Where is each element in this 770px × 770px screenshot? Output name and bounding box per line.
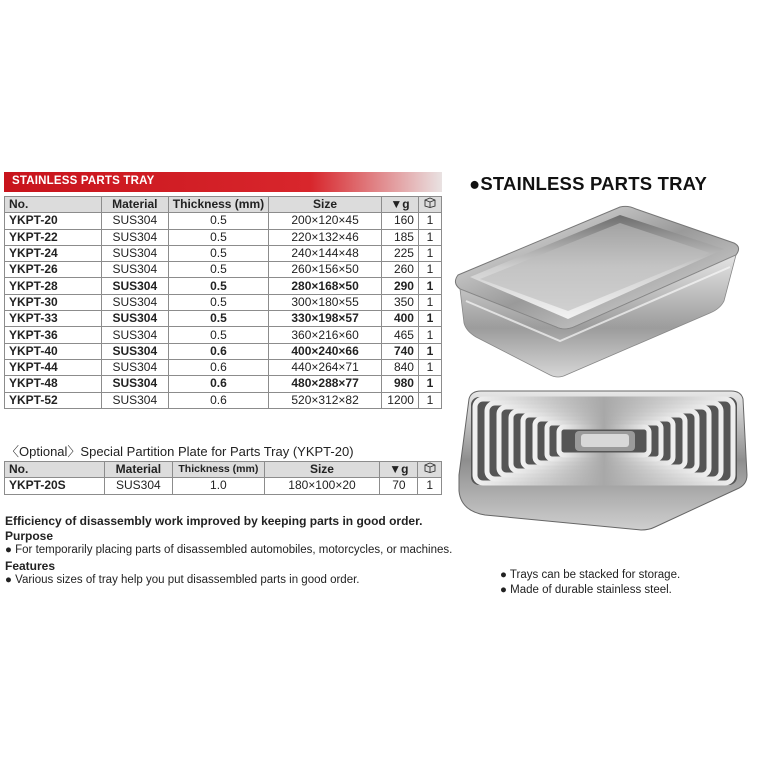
cell-size: 330×198×57	[269, 311, 382, 327]
cell-weight: 980	[381, 376, 418, 392]
header-qty	[418, 197, 441, 213]
table-row	[5, 376, 442, 392]
cell-no: YKPT-48	[5, 376, 102, 392]
cell-size: 180×100×20	[264, 478, 380, 494]
purpose-label: Purpose	[5, 529, 54, 543]
cell-weight: 160	[381, 213, 418, 229]
cell-qty: 1	[418, 376, 441, 392]
cell-weight: 740	[381, 343, 418, 359]
header-weight: ▼g	[380, 462, 418, 478]
cell-thickness: 0.5	[168, 327, 268, 343]
optional-title: 〈Optional〉Special Partition Plate for Parts Tray (YKPT-20)	[6, 444, 354, 459]
cell-weight: 1200	[381, 392, 418, 408]
headline: Efficiency of disassembly work improved by keeping parts in good order.	[5, 514, 423, 528]
cell-no: YKPT-33	[5, 311, 102, 327]
cell-no: YKPT-40	[5, 343, 102, 359]
table-row	[5, 311, 442, 327]
cell-thickness: 0.5	[168, 311, 268, 327]
cell-thickness: 0.5	[168, 262, 268, 278]
table-row	[5, 327, 442, 343]
table-row	[5, 213, 442, 229]
header-thickness: Thickness (mm)	[173, 462, 264, 478]
cell-weight: 225	[381, 245, 418, 261]
cell-no: YKPT-36	[5, 327, 102, 343]
cell-no: YKPT-20	[5, 213, 102, 229]
cell-size: 400×240×66	[269, 343, 382, 359]
cell-qty: 1	[418, 294, 441, 310]
cell-material: SUS304	[101, 376, 168, 392]
optional-table	[4, 461, 442, 495]
table-row	[5, 343, 442, 359]
cell-material: SUS304	[101, 359, 168, 375]
table-row	[5, 294, 442, 310]
cell-material: SUS304	[101, 294, 168, 310]
cell-qty: 1	[418, 311, 441, 327]
cell-thickness: 1.0	[173, 478, 264, 494]
cell-weight: 260	[381, 262, 418, 278]
banner-title: STAINLESS PARTS TRAY	[12, 175, 155, 187]
features-item: ● Made of durable stainless steel.	[500, 584, 672, 596]
table-row	[5, 262, 442, 278]
spec-table	[4, 196, 442, 409]
header-size: Size	[264, 462, 380, 478]
table-row	[5, 392, 442, 408]
cell-weight: 185	[381, 229, 418, 245]
cell-qty: 1	[418, 359, 441, 375]
features-item: ● Trays can be stacked for storage.	[500, 569, 681, 581]
cell-size: 220×132×46	[269, 229, 382, 245]
cell-size: 360×216×60	[269, 327, 382, 343]
cell-material: SUS304	[101, 229, 168, 245]
cell-thickness: 0.5	[168, 229, 268, 245]
cell-thickness: 0.5	[168, 294, 268, 310]
cell-thickness: 0.6	[168, 376, 268, 392]
cell-no: YKPT-30	[5, 294, 102, 310]
nested-trays-photo	[455, 387, 750, 532]
cell-material: SUS304	[101, 392, 168, 408]
cell-size: 520×312×82	[269, 392, 382, 408]
cell-qty: 1	[418, 343, 441, 359]
cell-weight: 70	[380, 478, 418, 494]
cell-thickness: 0.5	[168, 278, 268, 294]
cell-qty: 1	[418, 478, 442, 494]
header-weight: ▼g	[381, 197, 418, 213]
cell-no: YKPT-20S	[5, 478, 105, 494]
cell-qty: 1	[418, 229, 441, 245]
cell-material: SUS304	[101, 245, 168, 261]
cell-qty: 1	[418, 278, 441, 294]
cell-qty: 1	[418, 262, 441, 278]
table-row	[5, 359, 442, 375]
cell-size: 280×168×50	[269, 278, 382, 294]
cell-qty: 1	[418, 213, 441, 229]
cell-no: YKPT-28	[5, 278, 102, 294]
features-item: ● Various sizes of tray help you put disassembled parts in good order.	[5, 574, 360, 586]
cell-thickness: 0.6	[168, 343, 268, 359]
header-thickness: Thickness (mm)	[168, 197, 268, 213]
cell-weight: 840	[381, 359, 418, 375]
cell-thickness: 0.5	[168, 245, 268, 261]
header-material: Material	[104, 462, 173, 478]
cell-weight: 465	[381, 327, 418, 343]
optional-table-header	[5, 462, 442, 478]
cell-size: 200×120×45	[269, 213, 382, 229]
cell-qty: 1	[418, 327, 441, 343]
cell-weight: 400	[381, 311, 418, 327]
header-size: Size	[269, 197, 382, 213]
tray-photo	[452, 205, 742, 380]
cell-weight: 290	[381, 278, 418, 294]
purpose-item: ● For temporarily placing parts of disassembled automobiles, motorcycles, or machines.	[5, 544, 453, 556]
header-no: No.	[5, 197, 102, 213]
cell-material: SUS304	[101, 278, 168, 294]
box-icon	[424, 197, 436, 208]
box-icon	[424, 462, 436, 473]
cell-material: SUS304	[101, 262, 168, 278]
table-row	[5, 278, 442, 294]
cell-no: YKPT-24	[5, 245, 102, 261]
cell-material: SUS304	[101, 327, 168, 343]
cell-size: 240×144×48	[269, 245, 382, 261]
cell-no: YKPT-44	[5, 359, 102, 375]
header-material: Material	[101, 197, 168, 213]
cell-size: 440×264×71	[269, 359, 382, 375]
header-qty	[418, 462, 442, 478]
cell-material: SUS304	[101, 213, 168, 229]
cell-no: YKPT-52	[5, 392, 102, 408]
header-no: No.	[5, 462, 105, 478]
cell-material: SUS304	[101, 343, 168, 359]
cell-material: SUS304	[101, 311, 168, 327]
cell-no: YKPT-26	[5, 262, 102, 278]
cell-no: YKPT-22	[5, 229, 102, 245]
cell-qty: 1	[418, 245, 441, 261]
cell-thickness: 0.6	[168, 392, 268, 408]
cell-thickness: 0.6	[168, 359, 268, 375]
cell-thickness: 0.5	[168, 213, 268, 229]
cell-qty: 1	[418, 392, 441, 408]
table-row	[5, 229, 442, 245]
cell-size: 260×156×50	[269, 262, 382, 278]
section-banner	[4, 172, 442, 192]
product-title: ●STAINLESS PARTS TRAY	[469, 173, 708, 194]
cell-size: 480×288×77	[269, 376, 382, 392]
spec-table-header	[5, 197, 442, 213]
cell-weight: 350	[381, 294, 418, 310]
table-row	[5, 478, 442, 494]
features-label: Features	[5, 559, 56, 573]
table-row	[5, 245, 442, 261]
cell-material: SUS304	[104, 478, 173, 494]
cell-size: 300×180×55	[269, 294, 382, 310]
